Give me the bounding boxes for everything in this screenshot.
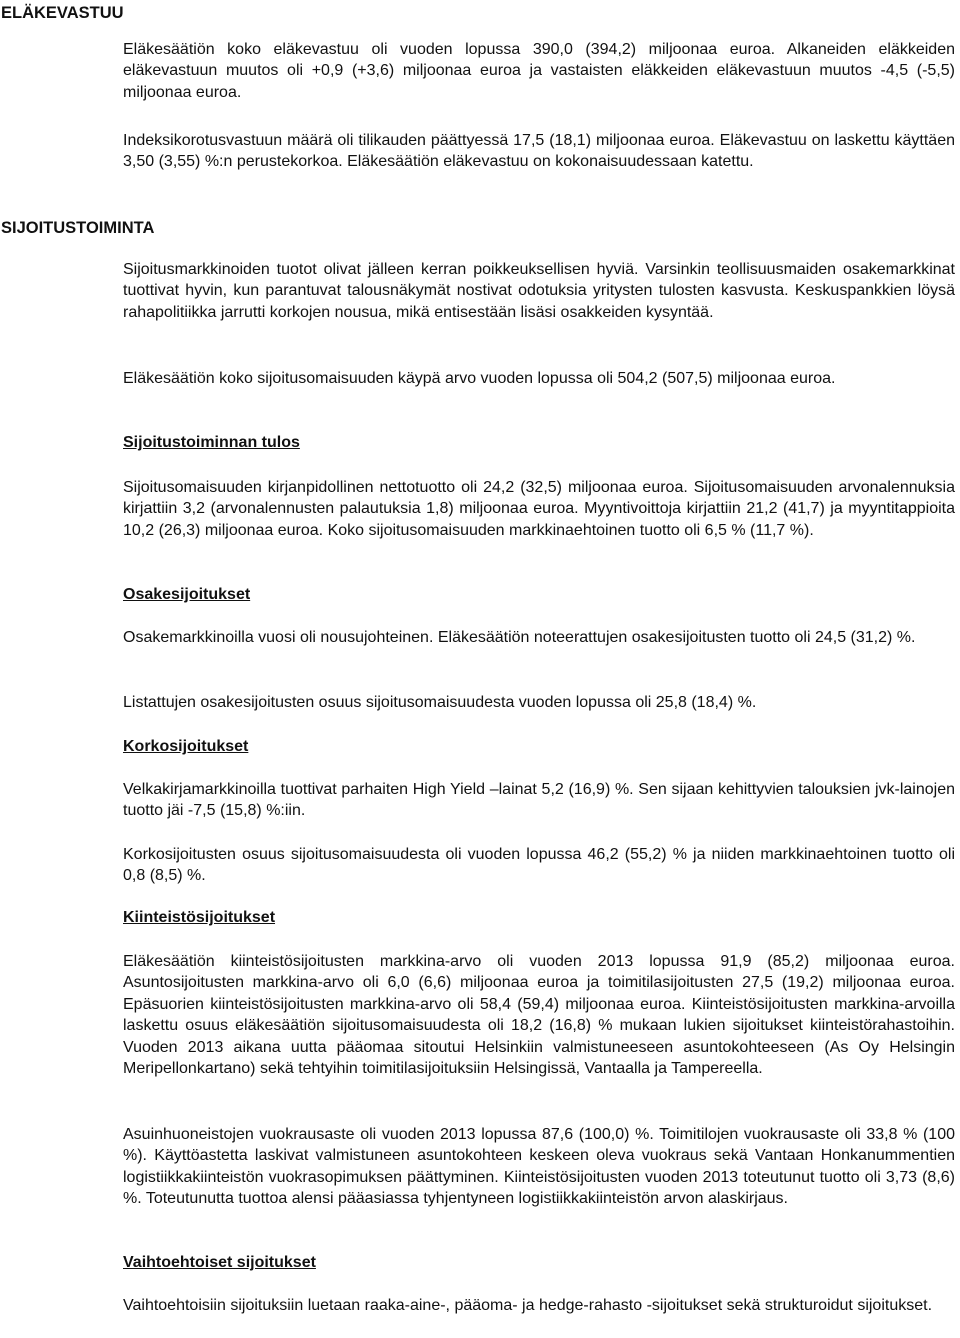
paragraph-alternative-investments (123, 1295, 955, 1316)
paragraph-text: Sijoitusomaisuuden kirjanpidollinen nettotuotto oli 24,2 (32,5) miljoonaa euroa. Sijoitusomaisuuden arvonalennuksia kirjattiin 3,2 (arvonalennusten palautuksia 1,8) miljoonaa euroa. Myyntivoittoja kirjattiin 21,2 (41,7) ja myyntitappioita 10,2 (26,3) miljoonaa euroa. Koko sijoitusomaisuuden markkinaehtoinen tuotto oli 6,5 % (11,7 %). (123, 479, 955, 539)
paragraph-text: Vaihtoehtoisiin sijoituksiin luetaan raaka-aine-, pääoma- ja hedge-rahasto -sijoitukset sekä strukturoidut sijoitukset. (123, 1297, 933, 1314)
paragraph-fixed-income-share (123, 844, 955, 887)
paragraph-text: Listattujen osakesijoitusten osuus sijoitusomaisuudesta vuoden lopussa oli 25,8 (18,4) %. (123, 694, 757, 711)
paragraph-text: Eläkesäätiön koko eläkevastuu oli vuoden lopussa 390,0 (394,2) miljoonaa euroa. Alkaneiden eläkkeiden eläkevastuun muutos oli +0,9 (+3,6) miljoonaa euroa ja vastaisten eläkkeiden eläkevastuun muutos -4,5 (-5,5) miljoonaa euroa. (123, 41, 955, 101)
paragraph-bond-market (123, 779, 955, 822)
paragraph-equity-market (123, 627, 955, 648)
paragraph-text: Eläkesäätiön kiinteistösijoitusten markkina-arvo oli vuoden 2013 lopussa 91,9 (85,2) miljoonaa euroa. Asuntosijoitusten markkina-arvo oli 6,0 (6,6) miljoonaa euroa ja toimitilasijoitusten 27,5 (19,2) miljoonaa euroa. Epäsuorien kiinteistösijoitusten markkina-arvo oli 58,4 (59,4) miljoonaa euroa. Kiinteistösijoitusten markkina-arvoilla laskettu osuus eläkesäätiön sijoitusomaisuudesta oli 18,2 (16,8) % mukaan lukien sijoitukset kiinteistörahastoihin. Vuoden 2013 aikana uutta pääomaa sitoutui Helsinkiin valmistuneeseen asuntokohteeseen (As Oy Helsingin Meripellonkartano) sekä tehtyihin toimitilasijoituksiin Helsingissä, Vantaalla ja Tampereella. (123, 953, 955, 1078)
section-heading-elakevastuu: ELÄKEVASTUU (1, 4, 124, 22)
subsection-heading-kiinteisto (123, 907, 955, 928)
subsection-heading-osake (123, 584, 955, 605)
paragraph-pension-liability-total (123, 39, 955, 103)
paragraph-index-liability (123, 130, 955, 173)
subsection-heading-korko (123, 736, 955, 757)
paragraph-real-estate-value (123, 951, 955, 1079)
paragraph-text: Velkakirjamarkkinoilla tuottivat parhaiten High Yield –lainat 5,2 (16,9) %. Sen sijaan kehittyvien talouksien jvk-lainojen tuotto jäi -7,5 (15,8) %:iin. (123, 781, 955, 820)
subsection-heading: Korkosijoitukset (123, 738, 249, 755)
paragraph-text: Indeksikorotusvastuun määrä oli tilikauden päättyessä 17,5 (18,1) miljoonaa euroa. Eläkevastuu on laskettu käyttäen 3,50 (3,55) %:n perustekorkoa. Eläkesäätiön eläkevastuu on kokonaisuudessaan katettu. (123, 132, 955, 171)
subsection-heading: Sijoitustoiminnan tulos (123, 434, 300, 451)
subsection-heading-tulos (123, 432, 955, 453)
subsection-heading: Vaihtoehtoiset sijoitukset (123, 1254, 316, 1271)
paragraph-text: Sijoitusmarkkinoiden tuotot olivat jälleen kerran poikkeuksellisen hyviä. Varsinkin teollisuusmaiden osakemarkkinat tuottivat hyvin, kun parantuvat talousnäkymät nostivat odotuksia yritysten tulosten kasvusta. Keskuspankkien löysä rahapolitiikka jarrutti korkojen nousua, mikä entisestään lisäsi osakkeiden kysyntää. (123, 261, 955, 321)
paragraph-text: Osakemarkkinoilla vuosi oli nousujohteinen. Eläkesäätiön noteerattujen osakesijoitusten tuotto oli 24,5 (31,2) %. (123, 629, 916, 646)
paragraph-occupancy-rate (123, 1124, 955, 1210)
subsection-heading: Osakesijoitukset (123, 586, 251, 603)
subsection-heading-vaihto (123, 1252, 955, 1273)
paragraph-text: Eläkesäätiön koko sijoitusomaisuuden käypä arvo vuoden lopussa oli 504,2 (507,5) miljoonaa euroa. (123, 370, 836, 387)
paragraph-text: Korkosijoitusten osuus sijoitusomaisuudesta oli vuoden lopussa 46,2 (55,2) % ja niiden markkinaehtoinen tuotto oli 0,8 (8,5) %. (123, 846, 955, 885)
paragraph-fair-value (123, 368, 955, 389)
subsection-heading: Kiinteistösijoitukset (123, 909, 276, 926)
paragraph-equity-share (123, 692, 955, 713)
paragraph-market-returns (123, 259, 955, 323)
section-heading-sijoitustoiminta: SIJOITUSTOIMINTA (1, 219, 155, 237)
paragraph-text: Asuinhuoneistojen vuokrausaste oli vuoden 2013 lopussa 87,6 (100,0) %. Toimitilojen vuokrausaste oli 33,8 % (100 %). Käyttöastetta laskivat valmistuneen asuntokohteen keskeen oleva vuokraus sekä Vantaan Honkanummentien logistiikkakiinteistön vuokrasopimuksen päättyminen. Kiinteistösijoitusten vuoden 2013 toteutunut tuotto oli 3,73 (8,6) %. Toteutunutta tuottoa alensi pääasiassa tyhjentyneen logistiikkakiinteistön arvon alaskirjaus. (123, 1126, 955, 1208)
paragraph-net-return (123, 477, 955, 541)
